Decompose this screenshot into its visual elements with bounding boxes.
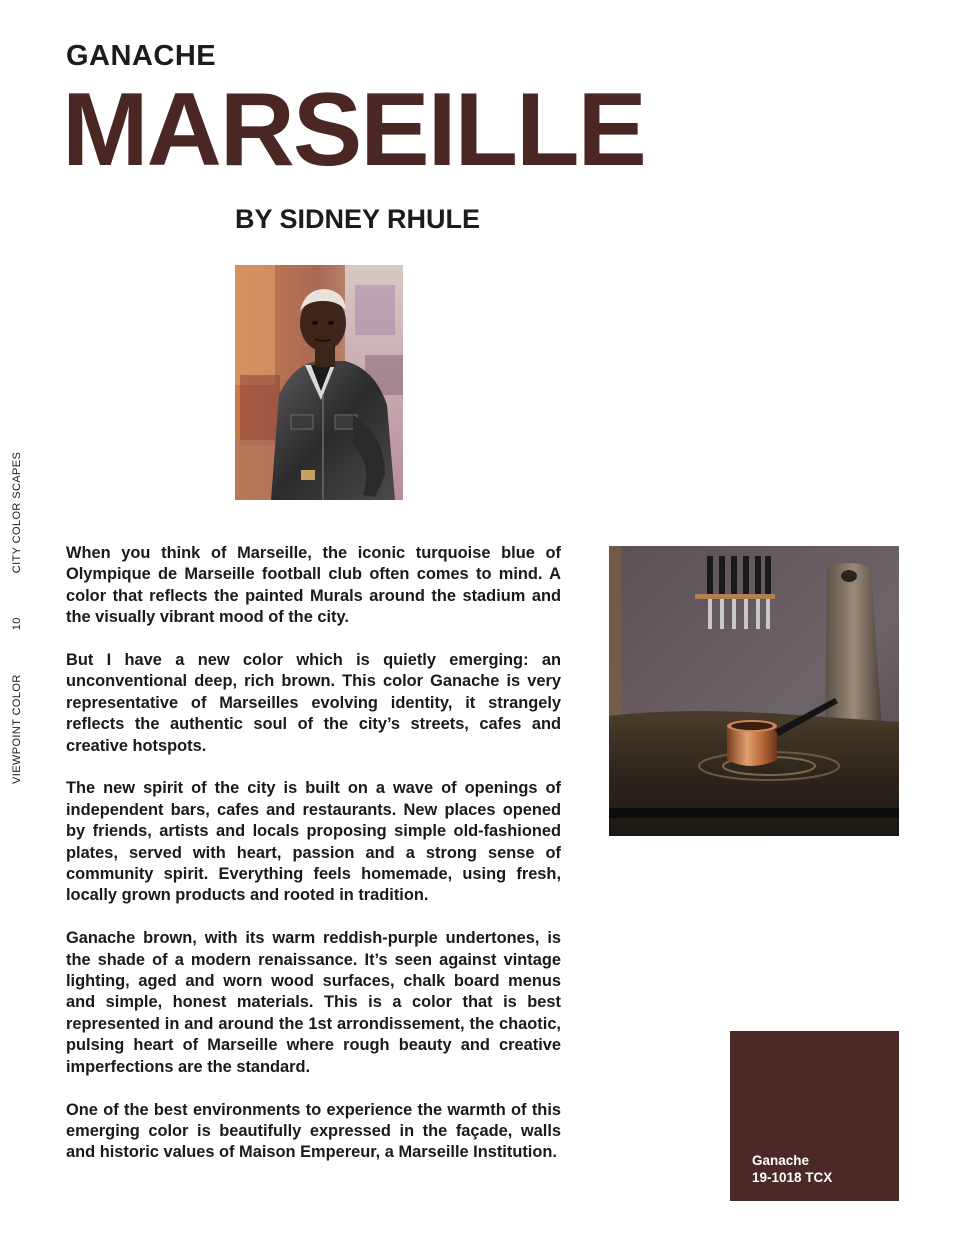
swatch-code: 19-1018 TCX bbox=[752, 1170, 833, 1185]
color-swatch bbox=[730, 1031, 899, 1201]
paragraph: The new spirit of the city is built on a wave of openings of independent bars, cafes and restaurants. New places opened by friends, artists and locals proposing simple old-fashioned plates, served with heart, passion and a strong sense of community spirit. Everything feels homemade, using fresh, locally grown products and rooted in tradition. bbox=[66, 779, 561, 905]
page-number: 10 bbox=[11, 617, 23, 631]
paragraph: Ganache brown, with its warm reddish-purple undertones, is the shade of a modern renaissance. It’s seen against vintage lighting, aged and worn wood surfaces, chalk board menus and simple, honest materials. This is a color that is best represented in and around the 1st arrondissement, the chaotic, pulsing heart of Marseille where rough beauty and creative imperfections are the standard. bbox=[66, 929, 561, 1076]
city-title: MARSEILLE bbox=[62, 72, 645, 188]
paragraph: When you think of Marseille, the iconic turquoise blue of Olympique de Marseille football club often comes to mind. A color that reflects the painted Murals around the stadium and the visually vibrant mood of the city. bbox=[66, 544, 561, 627]
paragraph: One of the best environments to experience the warmth of this emerging color is beautifully expressed in the façade, walls and historic values of Maison Empereur, a Marseille Institution. bbox=[66, 1100, 561, 1162]
vertical-sidebar-label bbox=[6, 451, 28, 784]
paragraph: But I have a new color which is quietly emerging: an unconventional deep, rich brown. This color Ganache is very representative of Marseilles evolving identity, it strangely reflects the authentic soul of the city’s streets, cafes and creative hotspots. bbox=[66, 651, 561, 755]
article-body bbox=[66, 543, 561, 1185]
series-label: CITY COLOR SCAPES bbox=[11, 451, 23, 574]
color-name-kicker: GANACHE bbox=[66, 40, 217, 72]
author-byline: BY SIDNEY RHULE bbox=[235, 204, 481, 234]
author-portrait-photo bbox=[235, 265, 403, 500]
section-label: VIEWPOINT COLOR bbox=[11, 674, 23, 784]
kitchen-stove-photo bbox=[609, 546, 899, 836]
swatch-name: Ganache bbox=[752, 1153, 810, 1168]
